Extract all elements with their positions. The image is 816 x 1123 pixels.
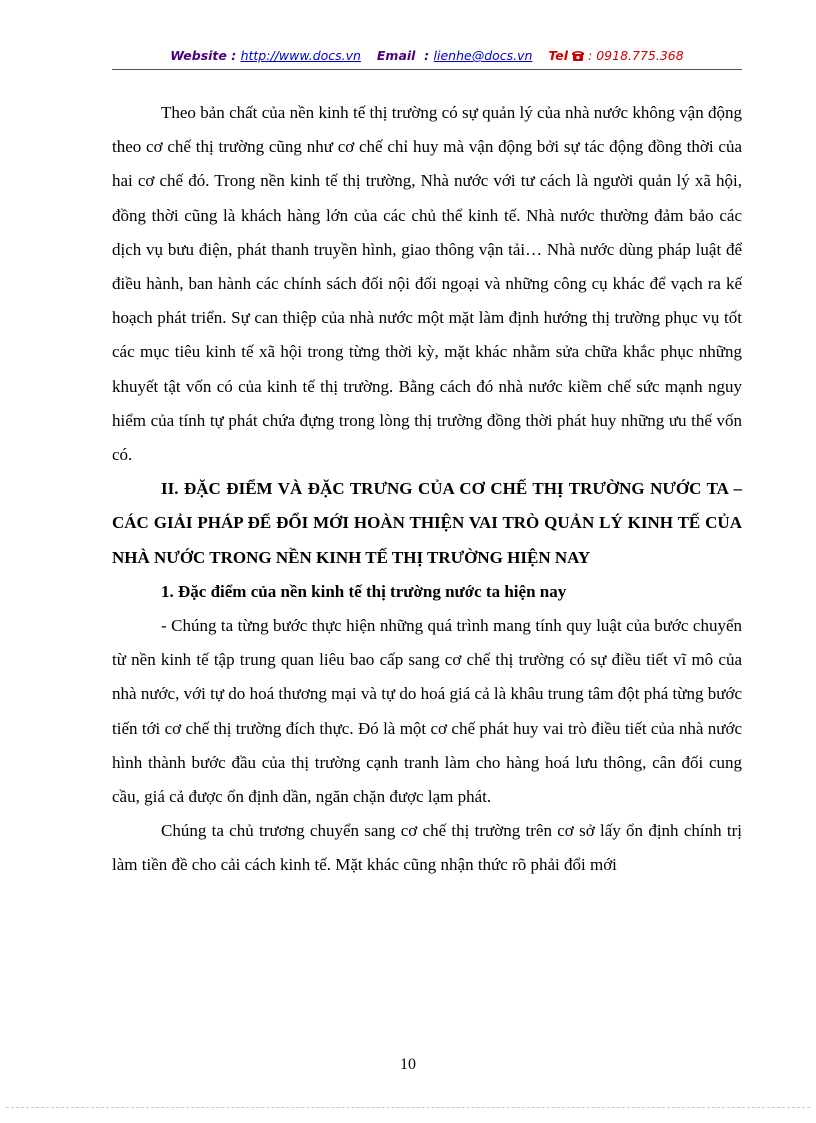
page-header: Website : http://www.docs.vn Email : lienhe@docs.vn Tel : 0918.775.368 — [170, 48, 684, 63]
paragraph: Chúng ta chủ trương chuyển sang cơ chế thị trường trên cơ sở lấy ổn định chính trị làm tiền đề cho cải cách kinh tế. Mặt khác cũng nhận thức rõ phải đổi mới — [112, 821, 742, 875]
email-label: Email — [376, 48, 416, 63]
phone-icon — [572, 48, 584, 63]
email-link[interactable]: lienhe@docs.vn — [433, 48, 533, 63]
subheading: 1. Đặc điểm của nền kinh tế thị trường nước ta hiện nay — [161, 581, 567, 601]
document-body — [112, 96, 742, 883]
section-heading: II. ĐẶC ĐIỂM VÀ ĐẶC TRƯNG CỦA CƠ CHẾ THỊ TRƯỜNG NƯỚC TA – CÁC GIẢI PHÁP ĐỂ ĐỔI MỚI HOÀN THIỆN VAI TRÒ QUẢN LÝ KINH TẾ CỦA NHÀ NƯỚC TRONG NỀN KINH TẾ THỊ TRƯỜNG HIỆN NAY — [112, 479, 742, 567]
header-rule — [112, 69, 742, 70]
website-link[interactable]: http://www.docs.vn — [240, 48, 361, 63]
paragraph: - Chúng ta từng bước thực hiện những quá trình mang tính quy luật của bước chuyển từ nền kinh tế tập trung quan liêu bao cấp sang cơ chế thị trường có sự điều tiết vĩ mô của nhà nước, với tự do hoá thương mại và tự do hoá giá cả là khâu trung tâm đột phá từng bước tiến tới cơ chế thị trường đích thực. Đó là một cơ chế phát huy vai trò điều tiết của nhà nước hình thành bước đầu của thị trường cạnh tranh làm cho hàng hoá lưu thông, cân đối cung cầu, giá cả được ổn định dần, ngăn chặn được lạm phát. — [112, 616, 742, 807]
paragraph: Theo bản chất của nền kinh tế thị trường có sự quản lý của nhà nước không vận động theo cơ chế thị trường cũng như cơ chế chỉ huy mà vận động bởi sự tác động đồng thời của hai cơ chế đó. Trong nền kinh tế thị trường, Nhà nước với tư cách là người quản lý xã hội, đồng thời cũng là khách hàng lớn của các chủ thể kinh tế. Nhà nước thường đảm bảo các dịch vụ bưu điện, phát thanh truyền hình, giao thông vận tải… Nhà nước dùng pháp luật để điều hành, ban hành các chính sách đối nội đối ngoại và những công cụ khác để vạch ra kế hoạch phát triển. Sự can thiệp của nhà nước một mặt làm định hướng thị trường phục vụ tốt các mục tiêu kinh tế xã hội trong từng thời kỳ, mặt khác nhằm sửa chữa khắc phục những khuyết tật vốn có của kinh tế thị trường. Bằng cách đó nhà nước kiềm chế sức mạnh nguy hiểm của tính tự phát chứa đựng trong lòng thị trường đồng thời phát huy những ưu thế vốn có. — [112, 103, 742, 465]
page-number: 10 — [400, 1056, 416, 1073]
tel-value: 0918.775.368 — [596, 48, 684, 63]
website-label: Website — [170, 48, 227, 63]
page-bottom-dotted-line — [6, 1107, 810, 1108]
tel-label: Tel — [548, 48, 569, 63]
